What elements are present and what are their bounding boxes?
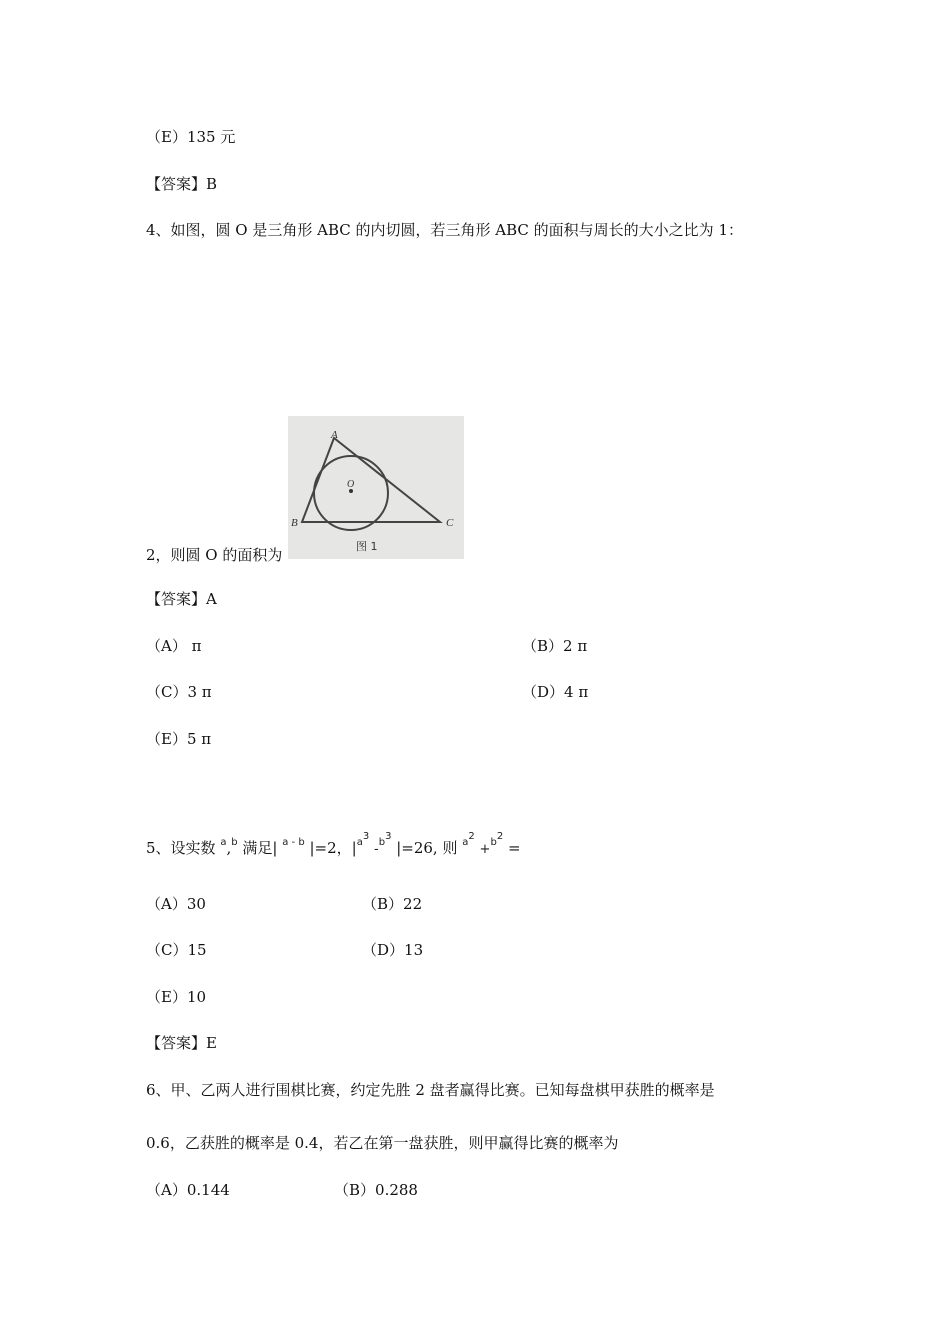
q5-cube-a: a	[356, 837, 363, 848]
q4-option-c: （C）3 π	[146, 683, 212, 701]
q4-option-b: （B）2 π	[522, 637, 588, 655]
q5-exp3-b: 3	[385, 831, 392, 842]
q6-option-b: （B）0.288	[334, 1181, 418, 1199]
q4-option-e: （E）5 π	[146, 730, 212, 748]
q5-option-a: （A）30	[146, 895, 206, 913]
q5-option-c: （C）15	[146, 941, 207, 959]
q5-exp2-a: 2	[468, 831, 475, 842]
q5-sq-b: b	[490, 837, 497, 848]
label-c: C	[446, 517, 454, 529]
label-b: B	[291, 517, 298, 529]
label-o: O	[347, 479, 355, 490]
q5-prefix: 5、设实数	[146, 839, 216, 857]
q5-plus: +	[479, 842, 491, 857]
q5-exp3-a: 3	[362, 831, 370, 842]
q4-figure	[288, 416, 464, 559]
q5-option-d: （D）13	[362, 941, 424, 959]
q5-comma: ,	[226, 839, 232, 857]
q5-eq2: |=26, 则	[396, 839, 458, 857]
q4-option-d: （D）4 π	[522, 683, 589, 701]
q6-stem-line2: 0.6，乙获胜的概率是 0.4，若乙在第一盘获胜，则甲赢得比赛的概率为	[146, 1134, 619, 1152]
incircle-triangle-diagram	[288, 416, 464, 559]
q4-answer: 【答案】A	[146, 590, 217, 608]
q5-diff: a - b	[282, 837, 305, 848]
q5-cube-b: b	[378, 837, 386, 848]
q5-minus: -	[374, 842, 379, 857]
q4-option-a: （A） π	[146, 637, 202, 655]
figure-caption: 图 1	[356, 540, 378, 553]
q5-exp2-b: 2	[496, 831, 504, 842]
q4-stem-line2: 2，则圆 O 的面积为	[146, 546, 283, 564]
q6-option-a: （A）0.144	[146, 1181, 230, 1199]
q5-option-e: （E）10	[146, 988, 207, 1006]
q5-var-b: b	[231, 837, 238, 848]
q4-stem-line1: 4、如图，圆 O 是三角形 ABC 的内切圆，若三角形 ABC 的面积与周长的大小之比为 1：	[146, 221, 743, 239]
q5-option-b: （B）22	[362, 895, 423, 913]
q5-satisfy: 满足|	[242, 839, 278, 857]
q5-eq1: |=2，|	[309, 839, 357, 857]
q6-stem-line1: 6、甲、乙两人进行围棋比赛，约定先胜 2 盘者赢得比赛。已知每盘棋甲获胜的概率是	[146, 1081, 715, 1099]
q3-answer: 【答案】B	[146, 175, 218, 193]
q5-equals: =	[507, 839, 521, 857]
triangle-abc	[302, 438, 440, 522]
q3-option-e: （E）135 元	[146, 128, 236, 146]
q5-stem	[146, 831, 521, 861]
label-a: A	[331, 429, 338, 441]
q5-sq-a: a	[462, 837, 469, 848]
q5-answer: 【答案】E	[146, 1034, 217, 1052]
q5-var-a: a	[220, 837, 227, 848]
